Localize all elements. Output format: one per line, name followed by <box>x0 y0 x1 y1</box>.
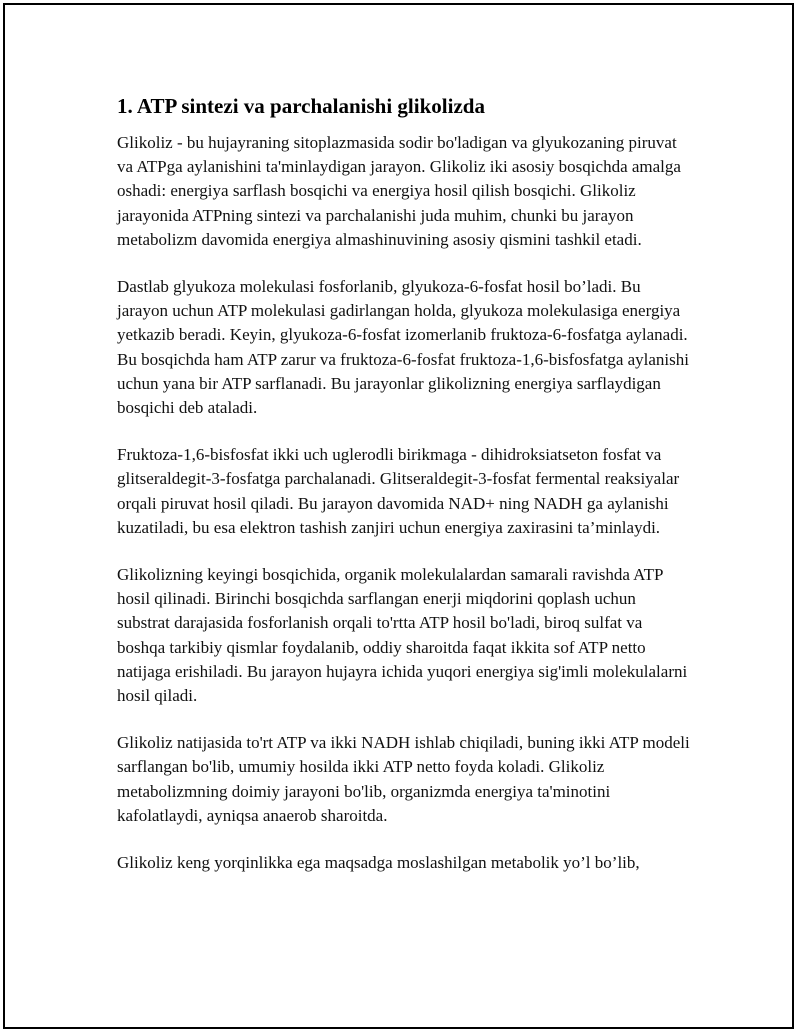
paragraph-energy-investment: Dastlab glyukoza molekulasi fosforlanib, glyukoza-6-fosfat hosil bo’ladi. Bu jarayon uchun ATP molekulasi gadirlangan holda, glyukoza molekulasiga energiya yetkazib beradi. Keyin, glyukoza-6-fosfat izomerlanib fruktoza-6-fosfatga aylanadi. Bu bosqichda ham ATP zarur va fruktoza-6-fosfat fruktoza-1,6-bisfosfatga aylanishi uchun yana bir ATP sarflanadi. Bu jarayonlar glikolizning energiya sarflaydigan bosqichi deb ataladi. <box>117 277 689 418</box>
paragraph-intro: Glikoliz - bu hujayraning sitoplazmasida sodir bo'ladigan va glyukozaning piruvat va ATPga aylanishini ta'minlaydigan jarayon. Glikoliz iki asosiy bosqichda amalga oshadi: energiya sarflash bosqichi va energiya hosil qilish bosqichi. Glikoliz jarayonida ATPning sintezi va parchalanishi juda muhim, chunki bu jarayon metabolizm davomida energiya almashinuvining asosiy qismini tashkil etadi. <box>117 133 681 249</box>
document-body <box>117 93 692 898</box>
paragraph-continued: Glikoliz keng yorqinlikka ega maqsadga moslashilgan metabolik yo’l bo’lib, <box>117 853 640 873</box>
paragraph-result: Glikoliz natijasida to'rt ATP va ikki NADH ishlab chiqiladi, buning ikki ATP modeli sarflangan bo'lib, umumiy hosilda ikki ATP netto foyda koladi. Glikoliz metabolizmning doimiy jarayoni bo'lib, organizmda energiya ta'minotini kafolatlaydi, ayniqsa anaerob sharoitda. <box>117 733 690 825</box>
paragraph-cleavage: Fruktoza-1,6-bisfosfat ikki uch uglerodli birikmaga - dihidroksiatseton fosfat va glitseraldegit-3-fosfatga parchalanadi. Glitseraldegit-3-fosfat fermental reaksiyalar orqali piruvat hosil qiladi. Bu jarayon davomida NAD+ ning NADH ga aylanishi kuzatiladi, bu esa elektron tashish zanjiri uchun energiya zaxirasini ta’minlaydi. <box>117 445 680 537</box>
paragraph-atp-yield: Glikolizning keyingi bosqichida, organik molekulalardan samarali ravishda ATP hosil qilinadi. Birinchi bosqichda sarflangan enerji miqdorini qoplash uchun substrat darajasida fosforlanish orqali to'rtta ATP hosil bo'ladi, biroq sulfat va boshqa tarkibiy qismlar foydalanib, oddiy sharoitda faqat ikkita sof ATP netto natijaga erishiladi. Bu jarayon hujayra ichida yuqori energiya sig'imli molekulalarni hosil qiladi. <box>117 565 688 706</box>
section-heading: 1. ATP sintezi va parchalanishi glikolizda <box>117 94 485 118</box>
